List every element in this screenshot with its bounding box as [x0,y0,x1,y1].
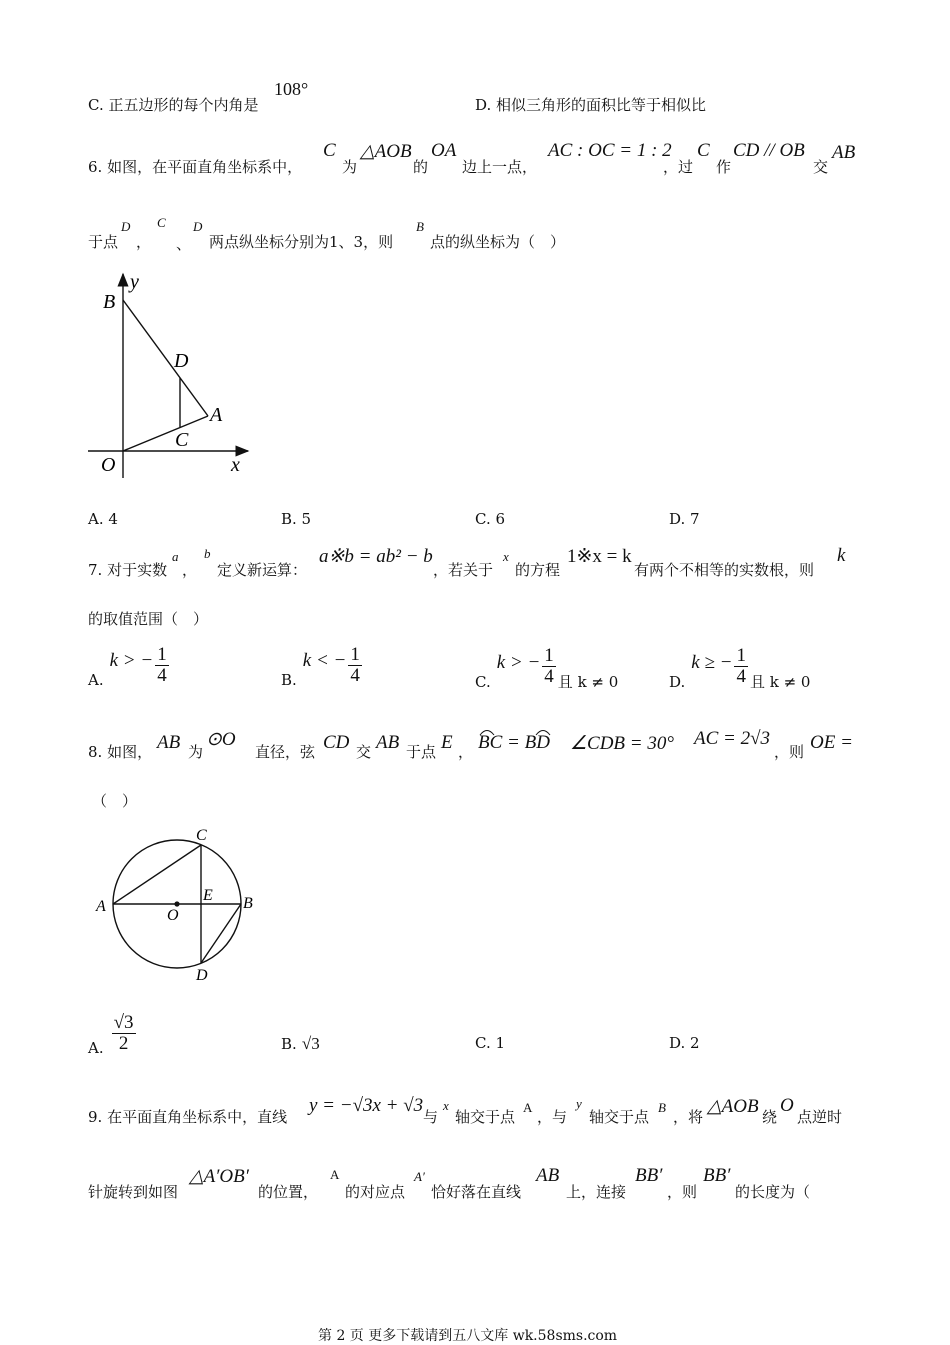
label-o: O [101,454,116,476]
q9-o: O [780,1095,794,1116]
q6-figure [86,270,256,480]
q7-x: x [503,549,509,564]
q6-w-de: 的 [413,158,429,176]
label-c: C [175,429,189,451]
frac-num: 1 [157,643,167,665]
q7-option-d-frac [734,646,748,687]
q7-option-b-frac [348,645,362,686]
frac-den: 4 [157,664,167,686]
q6-oa: OA [431,140,457,161]
q5-option-c-value: 108° [274,79,309,99]
q7-option-c-expr: k > − [496,651,541,673]
frac-num: √3 [113,1011,134,1033]
q6-w-guo: ，过 [663,158,694,176]
q6-comma: ， [136,233,152,251]
q6-d: D [121,219,131,234]
q6-c: C [323,140,336,161]
q7-equation: 1※x = k [567,546,632,567]
q5-option-c: C. 正五边形的每个内角是 [88,96,259,114]
q9-l2-b: 的位置， [258,1183,319,1201]
q6-ratio: AC : OC = 1 : 2 [548,140,672,161]
q7-option-d-label: D. [669,672,686,691]
frac-num: 1 [736,645,746,667]
segment-oa [123,416,208,451]
q6-ab: AB [832,142,856,163]
q8-figure [90,822,260,987]
q9-y: y [576,1096,582,1111]
q8-oe: OE = [810,732,853,753]
label-b: B [243,895,253,912]
q9-w7: 点逆时 [797,1108,843,1126]
q8-option-c-label: C. [475,1034,491,1052]
label-d: D [196,967,208,984]
q9-l2-e: 上，连接 [566,1183,627,1201]
q8-option-c-value: 1 [495,1034,506,1052]
segment-ab [123,300,208,416]
q7-comma: ， [182,561,198,579]
q7-option-c-frac [542,646,556,687]
q8-ab: AB [157,732,181,753]
q9-l2-a: 针旋转到如图 [88,1183,179,1201]
q6-tri-aob: △AOB [360,141,412,162]
q7-def: 定义新运算： [217,561,308,579]
q9-prefix: 9. 在平面直角坐标系中，直线 [88,1108,288,1126]
q6-c3: C [157,215,166,230]
arc-marks [478,726,558,736]
q9-w3: ，与 [537,1108,568,1126]
q6-line2-b: 两点纵坐标分别为1、3，则 [209,233,394,251]
q8-option-a-label: A. [88,1039,104,1057]
q8-option-d-label: D. [669,1034,686,1052]
q8-comma: ， [458,743,474,761]
q7-option-d-expr: k ≥ − [691,651,733,673]
q7-k: k [837,545,846,566]
q9-ab: AB [536,1165,560,1186]
q7-option-a-label: A. [88,671,104,689]
q6-d2: D [193,219,203,234]
q6-dun: 、 [176,235,192,253]
q9-w1: 与 [423,1108,439,1126]
page-footer: 第 2 页 更多下载请到五八文库 wk.58sms.com [318,1328,618,1344]
q8-w-wei: 为 [188,743,204,761]
q7-option-c-label: C. [475,672,491,691]
label-a: A [96,898,106,915]
q6-cd-ob: CD // OB [733,140,805,161]
q6-w-jiao: 交 [813,158,829,176]
q9-tri-aob: △AOB [707,1096,759,1117]
q8-prefix: 8. 如图， [88,743,153,761]
q8-option-d-value: 2 [690,1034,700,1052]
label-y: y [130,271,139,293]
q7-eq-of: 的方程 [515,561,561,579]
q8-arcs: BC = BD [478,732,550,753]
q6-b: B [416,219,424,234]
q6-option-a: A. 4 [88,510,118,528]
q8-ab2: AB [376,732,400,753]
q7-option-a-expr: k > − [109,650,154,671]
center-dot [174,901,179,906]
label-e: E [203,887,213,904]
q7-line2: 的取值范围（ ） [88,610,209,628]
q8-angle: ∠CDB = 30° [570,733,674,754]
q8-option-a [88,1009,138,1057]
q6-w-wei: 为 [342,158,358,176]
q5-option-d: D. 相似三角形的面积比等于相似比 [475,96,707,114]
label-a: A [210,404,223,426]
frac-den: 4 [544,666,554,687]
q6-prefix: 6. 如图，在平面直角坐标系中， [88,158,303,176]
arc-bc-mark [480,731,494,736]
q6-c2: C [697,140,710,161]
chord-bd [201,904,241,963]
q7-ifabout: ，若关于 [433,561,494,579]
q7-option-b [281,641,364,689]
arc-bd-mark [536,731,550,736]
q9-l2-g: 的长度为（ [735,1183,811,1201]
q8-cd: CD [323,732,350,753]
q7-option-b-expr: k < − [302,650,347,671]
q9-line-equation: y = −√3x + √3 [309,1095,424,1116]
q9-bb-prime: BB′ [635,1165,663,1186]
q7-option-d [669,641,810,692]
q6-w-zuo: 作 [716,158,732,176]
label-o: O [167,907,179,924]
q9-w4: 轴交于点 [589,1108,650,1126]
q7-option-d-extra: 且 k ≠ 0 [749,673,811,691]
q6-w-bian: 边上一点， [462,158,538,176]
q7-option-a [88,641,171,689]
frac-den: 4 [736,666,746,687]
q7-option-b-label: B. [281,671,297,689]
q9-l2-c: 的对应点 [345,1183,406,1201]
frac-den: 4 [350,664,360,686]
q9-bb-prime2: BB′ [703,1165,731,1186]
q8-option-d [669,1034,700,1052]
q9-l2-f: ，则 [667,1183,698,1201]
q8-option-b [281,1034,320,1054]
q6-line2-a: 于点 [88,233,119,251]
q9-b: B [658,1100,666,1115]
q6-option-b: B. 5 [281,510,312,528]
q9-w6: 绕 [762,1108,778,1126]
q6-line2-c: 点的纵坐标为（ ） [430,233,566,251]
q8-option-b-label: B. [281,1035,297,1053]
frac-num: 1 [350,643,360,665]
q7-option-c-extra: 且 k ≠ 0 [557,673,619,691]
q8-option-c [475,1034,505,1052]
frac-num: 1 [544,645,554,667]
q8-w-jiao: 交 [356,743,372,761]
q9-x: x [443,1098,449,1113]
label-b: B [103,291,116,313]
q7-option-c [475,641,618,692]
q9-w5: ，将 [673,1108,704,1126]
q6-option-c: C. 6 [475,510,506,528]
q6-option-d: D. 7 [669,510,700,528]
q8-option-a-frac [112,1013,136,1054]
q9-l2-d: 恰好落在直线 [431,1183,522,1201]
q7-tail: 有两个不相等的实数根，则 [634,561,815,579]
q7-a: a [172,549,179,564]
q8-circle-o: ⊙O [206,729,236,750]
q9-a: A [523,1100,533,1115]
label-x: x [231,454,240,476]
q8-diam: 直径，弦 [255,743,316,761]
q8-yudian: 于点 [406,743,437,761]
q9-w2: 轴交于点 [455,1108,516,1126]
q8-paren: （ ） [92,792,138,810]
q7-option-a-frac [155,645,169,686]
chord-ac [113,845,201,904]
frac-den: 2 [118,1032,129,1054]
label-d: D [174,350,189,372]
q9-a-prime: A′ [414,1169,425,1184]
q7-operation: a※b = ab² − b [319,546,433,567]
q9-tri2: △A′OB′ [189,1166,249,1187]
q8-tail: ，则 [774,743,805,761]
q7-prefix: 7. 对于实数 [88,561,168,579]
q8-ac: AC = 2√3 [694,728,771,749]
q9-a2: A [330,1167,340,1182]
q8-option-b-value: √3 [301,1034,320,1053]
q8-e: E [441,732,453,753]
label-c: C [196,827,207,844]
q7-b: b [204,546,211,561]
